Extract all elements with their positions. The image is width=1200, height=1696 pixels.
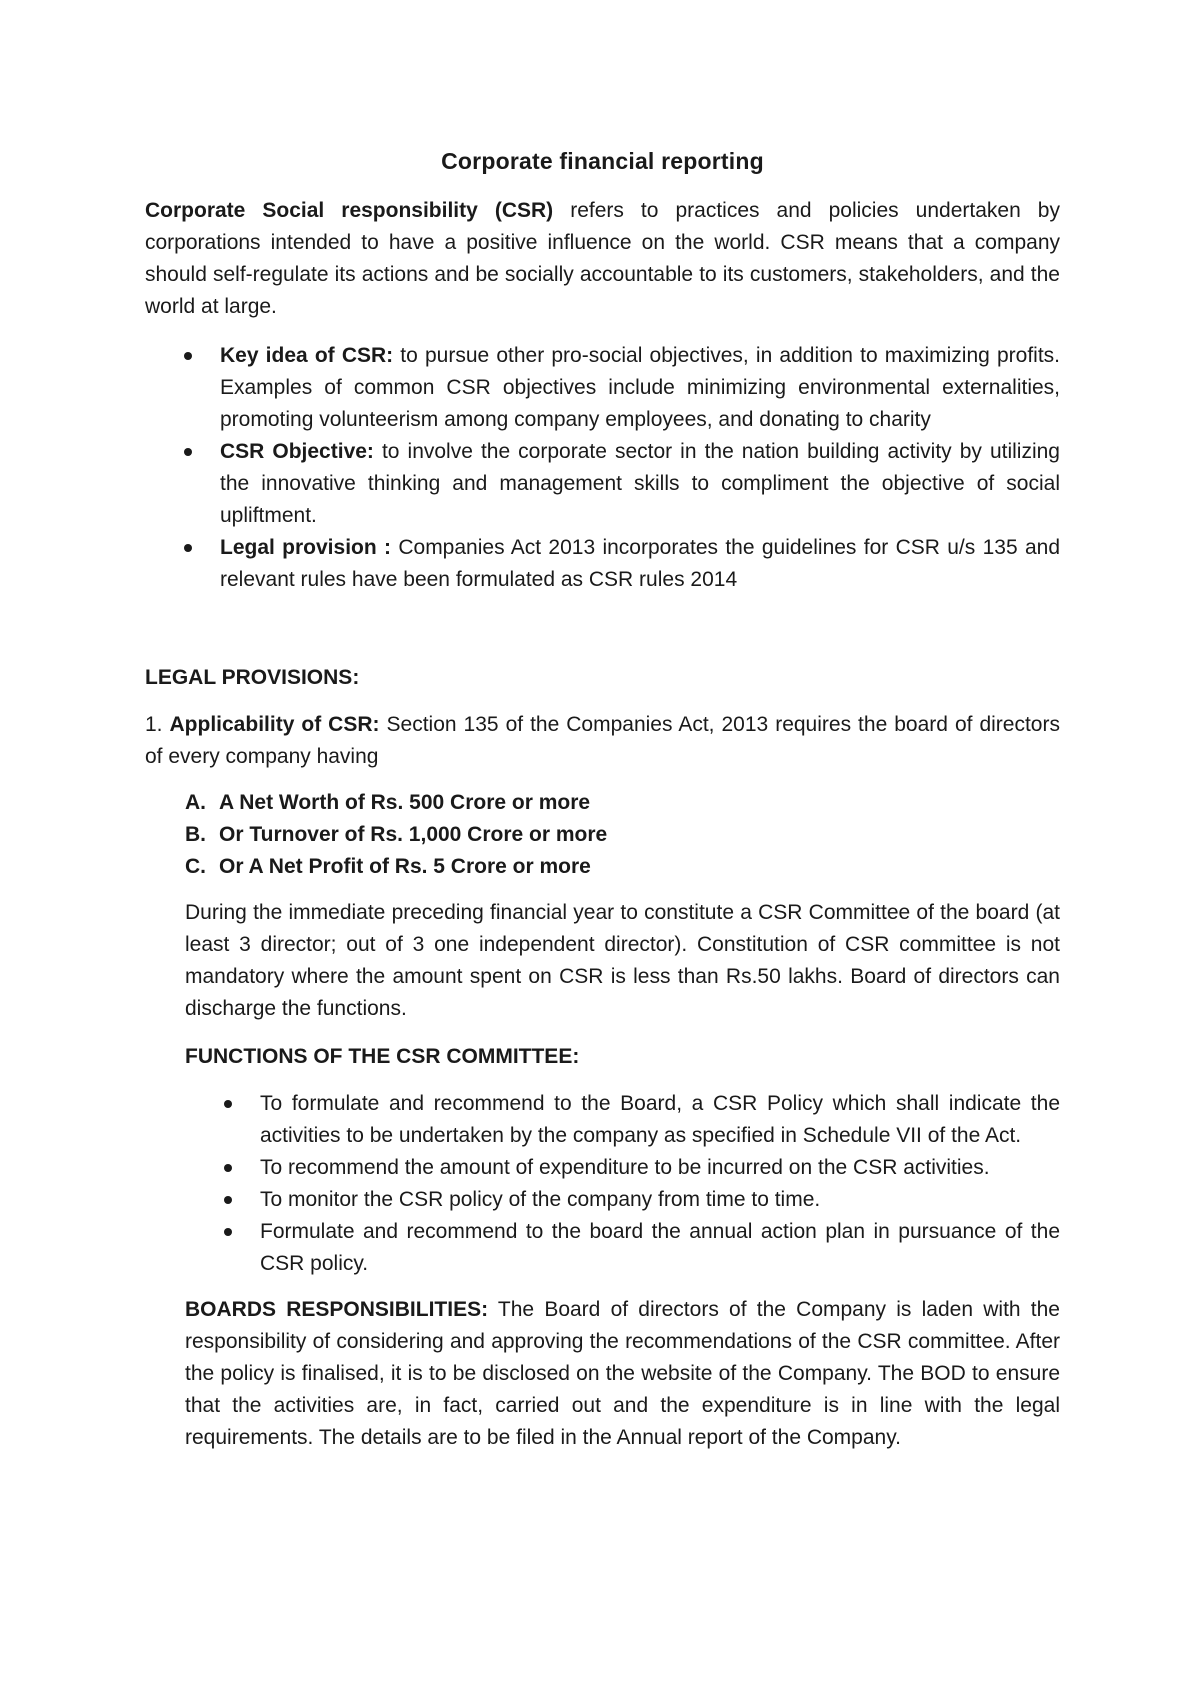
function-text: Formulate and recommend to the board the annual action plan in pursuance of the CSR policy. xyxy=(260,1220,1060,1275)
committee-paragraph: During the immediate preceding financial year to constitute a CSR Committee of the board (at least 3 director; out of 3 one independent director). Constitution of CSR committee is not mandatory where the amount spent on CSR is less than Rs.50 lakhs. Board of directors can discharge the functions. xyxy=(185,901,1060,1020)
applicability-number: 1. xyxy=(145,713,170,736)
function-text: To formulate and recommend to the Board, a CSR Policy which shall indicate the activities to be undertaken by the company as specified in Schedule VII of the Act. xyxy=(260,1092,1060,1147)
list-marker: B. xyxy=(185,823,206,846)
criteria-list xyxy=(145,787,1060,883)
functions-heading: FUNCTIONS OF THE CSR COMMITTEE: xyxy=(185,1045,580,1068)
function-text: To recommend the amount of expenditure to be incurred on the CSR activities. xyxy=(260,1156,990,1179)
list-item xyxy=(185,787,1060,819)
bullet-icon xyxy=(224,1164,232,1172)
spacer xyxy=(145,596,1060,662)
intro-text: refers to practices and policies undertaken by corporations intended to have a positive influence on the world. CSR means that a company should self-regulate its actions and be socially accountable to its customers, stakeholders, and the world at large. xyxy=(145,199,1060,318)
intro-lead: Corporate Social responsibility (CSR) xyxy=(145,199,554,222)
key-point-label: CSR Objective: xyxy=(220,440,374,463)
key-point-label: Legal provision : xyxy=(220,536,392,559)
list-marker: C. xyxy=(185,855,206,878)
bullet-icon xyxy=(224,1100,232,1108)
list-item xyxy=(185,819,1060,851)
legal-provisions-heading: LEGAL PROVISIONS: xyxy=(145,666,360,689)
functions-list xyxy=(145,1088,1060,1280)
document-title: Corporate financial reporting xyxy=(441,148,764,174)
key-point-text: to involve the corporate sector in the nation building activity by utilizing the innovative thinking and management skills to compliment the objective of social upliftment. xyxy=(220,440,1060,527)
bullet-icon xyxy=(184,544,192,552)
function-text: To monitor the CSR policy of the company from time to time. xyxy=(260,1188,821,1211)
applicability-label: Applicability of CSR: xyxy=(169,713,380,736)
criterion-text: Or Turnover of Rs. 1,000 Crore or more xyxy=(219,823,608,846)
key-point-label: Key idea of CSR: xyxy=(220,344,394,367)
bullet-icon xyxy=(184,448,192,456)
boards-paragraph xyxy=(145,1294,1060,1454)
list-item xyxy=(220,532,1060,596)
list-marker: A. xyxy=(185,791,206,814)
boards-label: BOARDS RESPONSIBILITIES: xyxy=(185,1298,489,1321)
key-point-text: Companies Act 2013 incorporates the guidelines for CSR u/s 135 and relevant rules have been formulated as CSR rules 2014 xyxy=(220,536,1060,591)
list-item xyxy=(185,851,1060,883)
key-point-text: to pursue other pro-social objectives, in addition to maximizing profits. Examples of common CSR objectives include minimizing environmental externalities, promoting volunteerism among company employees, and donating to charity xyxy=(220,344,1060,431)
list-item xyxy=(220,340,1060,436)
bullet-icon xyxy=(224,1196,232,1204)
applicability-paragraph xyxy=(145,709,1060,773)
bullet-icon xyxy=(224,1228,232,1236)
criterion-text: Or A Net Profit of Rs. 5 Crore or more xyxy=(219,855,591,878)
list-item xyxy=(260,1088,1060,1152)
boards-text: The Board of directors of the Company is laden with the responsibility of considering and approving the recommendations of the CSR committee. After the policy is finalised, it is to be disclosed on the website of the Company. The BOD to ensure that the activities are, in fact, carried out and the expenditure is in line with the legal requirements. The details are to be filed in the Annual report of the Company. xyxy=(185,1298,1060,1449)
list-item xyxy=(260,1216,1060,1280)
key-points-list xyxy=(145,340,1060,596)
list-item xyxy=(260,1152,1060,1184)
applicability-text: Section 135 of the Companies Act, 2013 requires the board of directors of every company having xyxy=(145,713,1060,768)
list-item xyxy=(220,436,1060,532)
criterion-text: A Net Worth of Rs. 500 Crore or more xyxy=(219,791,591,814)
list-item xyxy=(260,1184,1060,1216)
intro-paragraph xyxy=(145,195,1060,323)
bullet-icon xyxy=(184,352,192,360)
